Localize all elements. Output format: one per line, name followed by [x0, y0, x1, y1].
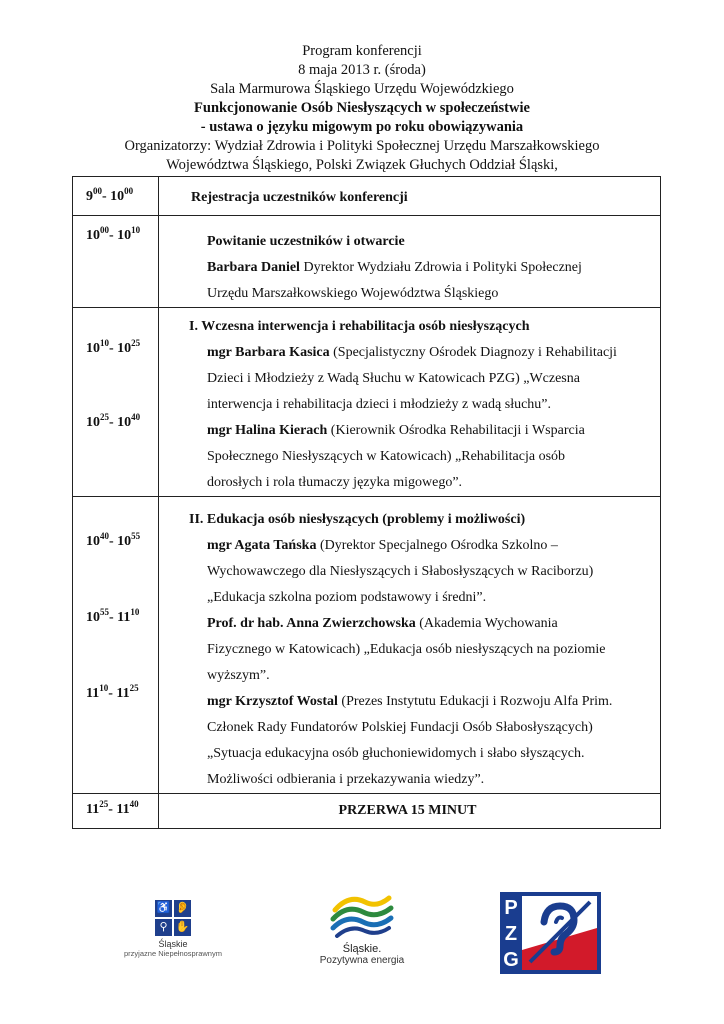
- section-1-title: I. Wczesna interwencja i rehabilitacja osób niesłyszących: [189, 319, 530, 334]
- welcome-speaker: Barbara Daniel Dyrektor Wydziału Zdrowia i Polityki Społecznej: [207, 260, 582, 275]
- header-line-organizers: Organizatorzy: Wydział Zdrowia i Polityki Społecznej Urzędu Marszałkowskiego: [124, 138, 600, 154]
- time-cell: $9^{00}-$ $10^{00}$: [73, 177, 159, 216]
- section-2-content: II. Edukacja osób niesłyszących (problemy i możliwości) mgr Agata Tańska (Dyrektor Specjalnego Ośrodka Szkolno – Wychowawczego dla Niesłyszących i Słabosłyszących w Raciborzu) „Edukacja szkolna poziom podstawowy i średni”. Prof. dr hab. Anna Zwierzchowska (Akademia Wychowania Fizycznego w Katowicach) „Edukacja osób niesłyszących na poziomie wyższym”. mgr Krzysztof Wostal (Prezes Instytutu Edukacji i Rozwoju Alfa Prim. Członek Rady Fundatorów Polskiej Fundacji Osób Słabosłyszących) „Sytuacja edukacyjna osób głuchoniewidomych i słabo słyszących. Możliwości odbierania i przekazywania wiedzy”.: [159, 497, 661, 794]
- accessibility-icons-row2: [108, 919, 238, 936]
- logo-subtitle: Pozytywna energia: [319, 955, 405, 966]
- header-line-subtopic: - ustawa o języku migowym po roku obowiązywania: [200, 119, 524, 135]
- time-slot-3: $11^{10}-$ $11^{25}$: [86, 683, 139, 701]
- speaker-name: mgr Halina Kierach: [207, 423, 328, 438]
- logo-name: Śląskie.: [342, 943, 382, 955]
- time-cell: [73, 308, 159, 497]
- time-slot-1: $10^{40}-$ $10^{55}$: [86, 531, 141, 549]
- pzg-logo: [500, 892, 601, 974]
- header-line-venue: Sala Marmurowa Śląskiego Urzędu Wojewódzkiego: [210, 81, 514, 97]
- time-slot-2: $10^{25}-$ $10^{40}$: [86, 412, 141, 430]
- logo-subtitle: przyjazne Niepełnosprawnym: [124, 949, 222, 958]
- pzg-emblem-icon: [500, 892, 601, 974]
- pzg-letter-g: G: [503, 949, 519, 971]
- table-row-welcome: [73, 216, 661, 308]
- table-row-section-2: [73, 497, 661, 794]
- welcome-title: Powitanie uczestników i otwarcie: [207, 234, 405, 249]
- sign-language-icon: ✋: [174, 919, 191, 936]
- speaker-name: Barbara Daniel: [207, 260, 300, 275]
- waves-icon: [327, 892, 397, 938]
- time-slot-1: $10^{10}-$ $10^{25}$: [86, 338, 141, 356]
- welcome-content: Powitanie uczestników i otwarcie Barbara Daniel Dyrektor Wydziału Zdrowia i Polityki Społecznej Urzędu Marszałkowskiego Województwa Śląskiego: [159, 216, 661, 308]
- header-line-date: 8 maja 2013 r. (środa): [298, 62, 426, 78]
- wheelchair-icon: ♿: [155, 900, 172, 917]
- header-line-organizers-cont: Województwa Śląskiego, Polski Związek Głuchych Oddział Śląski,: [166, 157, 558, 173]
- slaskie-np-logo: [108, 900, 238, 970]
- table-row-registration: [73, 177, 661, 216]
- hearing-icon: 👂: [174, 900, 191, 917]
- table-row-section-1: [73, 308, 661, 497]
- section-2-title: II. Edukacja osób niesłyszących (problemy i możliwości): [189, 512, 526, 527]
- time-cell: $11^{25}-$ $11^{40}$: [73, 794, 159, 829]
- time-cell: $10^{00}-$ $10^{10}$: [73, 216, 159, 308]
- section-1-content: I. Wczesna interwencja i rehabilitacja osób niesłyszących mgr Barbara Kasica (Specjalistyczny Ośrodek Diagnozy i Rehabilitacji Dzieci i Młodzieży z Wadą Słuchu w Katowicach PZG) „Wczesna interwencja i rehabilitacja dzieci i młodzieży z wadą słuchu”. mgr Halina Kierach (Kierownik Ośrodka Rehabilitacji i Wsparcia Społecznego Niesłyszących w Katowicach) „Rehabilitacja osób dorosłych i rola tłumaczy języka migowego”.: [159, 308, 661, 497]
- registration-text: Rejestracja uczestników konferencji: [159, 177, 661, 216]
- speaker-name: mgr Barbara Kasica: [207, 345, 330, 360]
- blind-icon: ⚲: [155, 919, 172, 936]
- slaskie-pe-logo: [307, 892, 417, 974]
- speaker-name: mgr Agata Tańska: [207, 538, 317, 553]
- pzg-letter-p: P: [504, 897, 518, 919]
- pzg-letter-z: Z: [504, 923, 518, 945]
- accessibility-icons: [108, 900, 238, 917]
- time-slot-2: $10^{55}-$ $11^{10}$: [86, 607, 140, 625]
- logo-name: Śląskie: [158, 939, 188, 949]
- break-text: PRZERWA 15 MINUT: [159, 794, 661, 829]
- document-header: [0, 42, 724, 175]
- time-cell: [73, 497, 159, 794]
- header-line-topic: Funkcjonowanie Osób Niesłyszących w społeczeństwie: [194, 100, 530, 116]
- header-line-program: Program konferencji: [302, 43, 422, 59]
- speaker-name: Prof. dr hab. Anna Zwierzchowska: [207, 616, 416, 631]
- speaker-name: mgr Krzysztof Wostal: [207, 694, 338, 709]
- table-row-break: [73, 794, 661, 829]
- program-table: [72, 176, 661, 829]
